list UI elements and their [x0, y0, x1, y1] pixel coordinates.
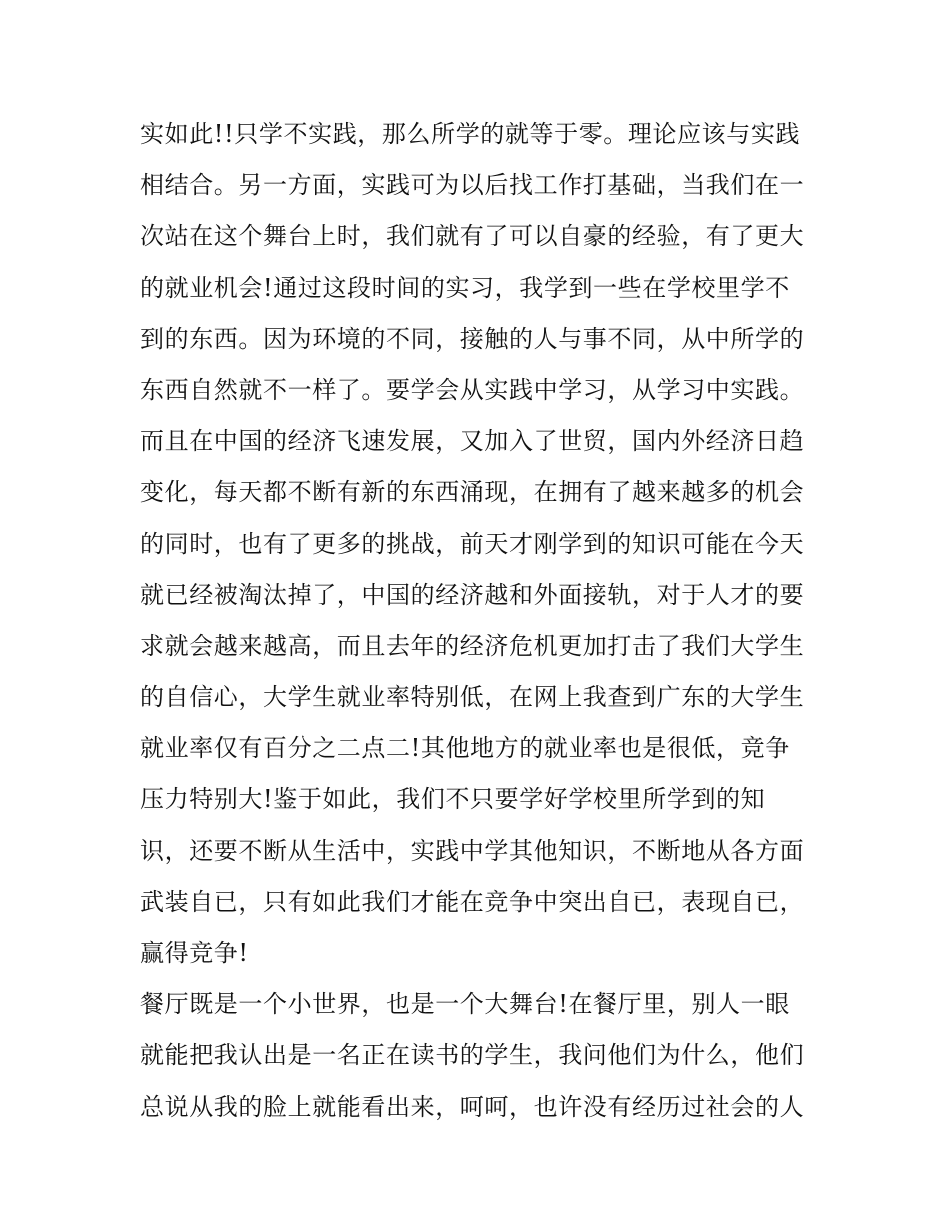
text-line: 的同时，也有了更多的挑战，前天才刚学到的知识可能在今天 — [140, 529, 805, 558]
text-line: 识，还要不断从生活中，实践中学其他知识，不断地从各方面 — [140, 836, 805, 865]
text-line: 实如此!!只学不实践，那么所学的就等于零。理论应该与实践 — [140, 120, 801, 148]
text-line: 而且在中国的经济飞速发展，又加入了世贸，国内外经济日趋 — [140, 427, 805, 456]
text-line: 就业率仅有百分之二点二!其他地方的就业率也是很低，竞争 — [140, 734, 790, 763]
text-line: 赢得竞争! — [140, 939, 249, 967]
text-line: 求就会越来越高，而且去年的经济危机更加打击了我们大学生 — [140, 631, 805, 660]
text-line: 到的东西。因为环境的不同，接触的人与事不同，从中所学的 — [140, 324, 805, 353]
text-line: 压力特别大!鉴于如此，我们不只要学好学校里所学到的知 — [140, 785, 766, 814]
text-line: 东西自然就不一样了。要学会从实践中学习，从学习中实践。 — [140, 375, 805, 404]
text-line: 就能把我认出是一名正在读书的学生，我问他们为什么，他们 — [140, 1041, 805, 1070]
text-line: 的就业机会!通过这段时间的实习，我学到一些在学校里学不 — [140, 273, 790, 302]
text-line: 的自信心，大学生就业率特别低，在网上我查到广东的大学生 — [140, 683, 805, 712]
text-line: 总说从我的脸上就能看出来，呵呵，也许没有经历过社会的人 — [140, 1092, 805, 1121]
body-text — [140, 109, 830, 1133]
text-line: 餐厅既是一个小世界，也是一个大舞台!在餐厅里，别人一眼 — [140, 990, 790, 1019]
text-line: 相结合。另一方面，实践可为以后找工作打基础，当我们在一 — [140, 171, 805, 200]
text-line: 变化，每天都不断有新的东西涌现，在拥有了越来越多的机会 — [140, 478, 805, 507]
text-line: 武装自已，只有如此我们才能在竞争中突出自已，表现自已， — [140, 887, 805, 916]
text-line: 次站在这个舞台上时，我们就有了可以自豪的经验，有了更大 — [140, 222, 805, 251]
text-line: 就已经被淘汰掉了，中国的经济越和外面接轨，对于人才的要 — [140, 580, 805, 609]
